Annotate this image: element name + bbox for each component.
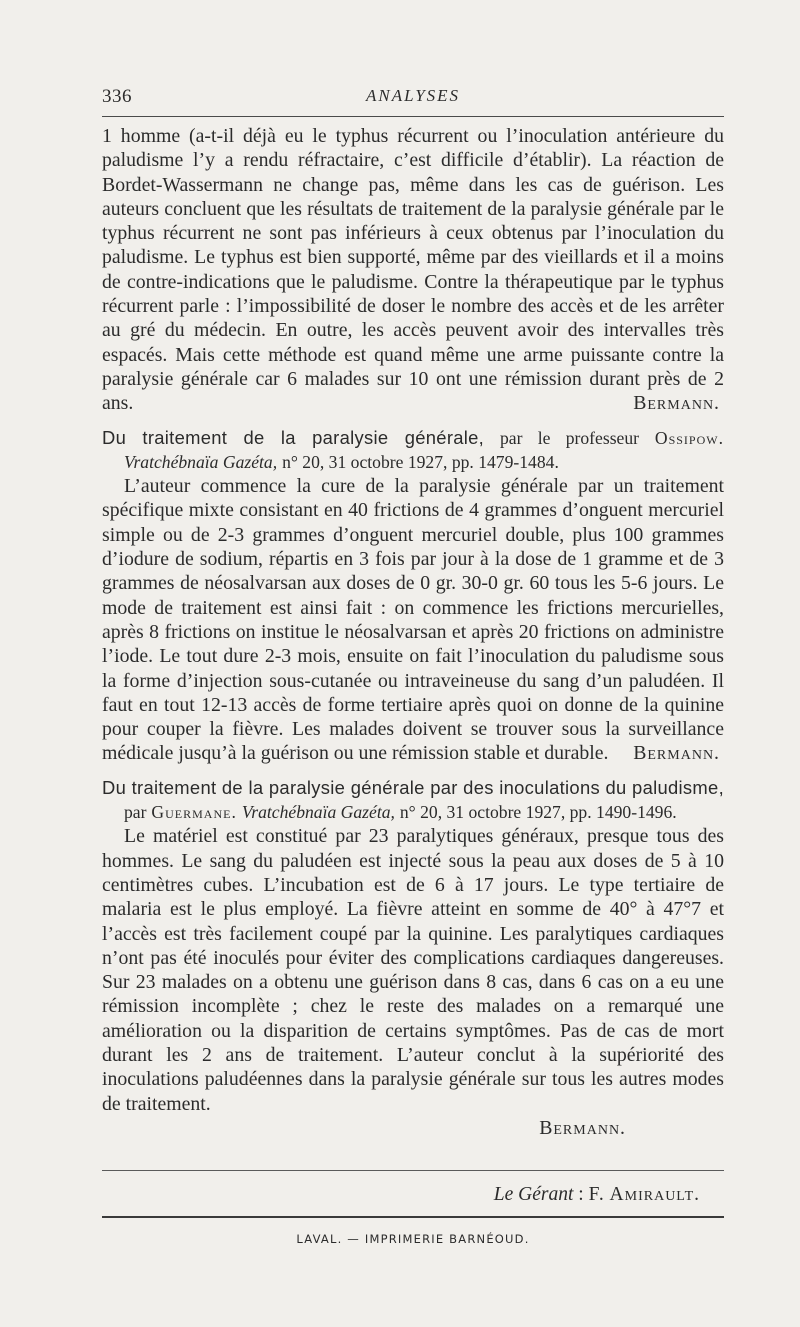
- review-3-by: par: [124, 802, 147, 823]
- review-2-title: Du traitement de la paralysie générale,: [102, 426, 485, 448]
- review-3-paragraph: [102, 824, 724, 1116]
- page-header: [102, 86, 724, 112]
- review-3-journal: Vratchébnaïa Gazéta,: [241, 802, 395, 823]
- gerant-label: Le Gérant: [493, 1184, 574, 1205]
- review-2-by: par le professeur: [499, 427, 640, 448]
- review-3-text: Le matériel est constitué par 23 paralytiques généraux, presque tous des hommes. Le sang du paludéen est injecté sous la peau aux doses de 5 à 10 centimètres cubes. L’incubation est de 6 à 17 jours. Le type tertiaire de malaria est le plus employé. La fièvre atteint en somme de 40° à 47°7 et l’accès est très facilement coupé par la quinine. Les paralytiques cardiaques n’ont pas été inoculés pour éviter des complications cardiaques dangereuses. Sur 23 malades on a obtenu une guérison dans 8 cas, dans 6 cas on a eu une rémission incomplète ; chez le reste des malades on a remarqué une amélioration ou la disparition de certains symptômes. Pas de cas de mort durant les 2 ans de traitement. L’auteur conclut à la supériorité des inoculations paludéennes dans la paralysie générale sur tous les autres modes de traitement.: [102, 825, 724, 1115]
- review-2-paragraph: [102, 474, 724, 766]
- gerant-line: [102, 1184, 700, 1206]
- gerant-name: F. Amirault.: [588, 1184, 700, 1205]
- body-text: [102, 124, 724, 1140]
- printer-imprint: LAVAL. — IMPRIMERIE BARNÉOUD.: [296, 1232, 530, 1246]
- review-2-citation: n° 20, 31 octobre 1927, pp. 1479-1484.: [282, 451, 559, 472]
- review-2-author: Ossipow.: [654, 427, 724, 448]
- running-head: ANALYSES: [365, 86, 461, 105]
- review-3-heading: [102, 776, 724, 825]
- review-2-journal: Vratchébnaïa Gazéta,: [124, 451, 278, 472]
- footer-rule-bottom: [102, 1216, 724, 1218]
- review-1-text: 1 homme (a-t-il déjà eu le typhus récurrent ou l’inoculation antérieure du paludisme l’y a rendu réfractaire, c’est difficile d’établir). La réaction de Bordet-Wassermann ne change pas, même dans les cas de guérison. Les auteurs concluent que les résultats de traitement de la paralysie générale par le typhus récurrent ne sont pas inférieurs à ceux obtenus par l’inoculation du paludisme. Le typhus est bien supporté, même par des vieillards et il a moins de contre-indications que le paludisme. Contre la thérapeutique par le typhus récurrent parle : l’impossibilité de doser le nombre des accès et de les arrêter au gré du médecin. En outre, les accès peuvent avoir des intervalles très espacés. Mais cette méthode est quand même une arme puissante contre la paralysie générale car 6 malades sur 10 ont une rémission durant près de 2 ans.: [102, 125, 724, 415]
- header-rule: [102, 116, 724, 117]
- review-3-author: Guermane.: [151, 802, 237, 823]
- footer-rule-top: [102, 1170, 724, 1171]
- review-2-signature: Bermann.: [633, 742, 720, 765]
- review-3-title: Du traitement de la paralysie générale par des inoculations du paludisme,: [102, 776, 724, 798]
- review-1-signature: Bermann.: [633, 392, 720, 415]
- page-number: 336: [102, 86, 132, 107]
- review-2-text: L’auteur commence la cure de la paralysie générale par un traitement spécifique mixte consistant en 40 frictions de 4 grammes d’onguent mercuriel simple ou de 2-3 grammes d’onguent mercuriel double, plus 100 grammes d’iodure de sodium, répartis en 3 fois par jour à la dose de 1 gramme et de 3 grammes de néosalvarsan aux doses de 0 gr. 30-0 gr. 60 tous les 5-6 jours. Le mode de traitement est ainsi fait : on commence les frictions mercurielles, après 8 frictions on institue le néosalvarsan et après 20 frictions on administre l’iode. Le tout dure 2-3 mois, ensuite on fait l’inoculation du paludisme sous la forme d’injection sous-cutanée ou intraveineuse du sang d’un paludéen. Il faut en tout 12-13 accès de forme tertiaire après quoi on donne de la quinine pour couper la fièvre. Les malades doivent se trouver sous la surveillance médicale jusqu’à la guérison ou une rémission stable et durable.: [102, 475, 724, 765]
- review-continued-paragraph: [102, 124, 724, 416]
- gerant-separator: :: [578, 1184, 584, 1205]
- review-3-citation: n° 20, 31 octobre 1927, pp. 1490-1496.: [399, 802, 677, 823]
- review-2-heading: [102, 426, 724, 475]
- review-3-signature: Bermann.: [539, 1116, 626, 1139]
